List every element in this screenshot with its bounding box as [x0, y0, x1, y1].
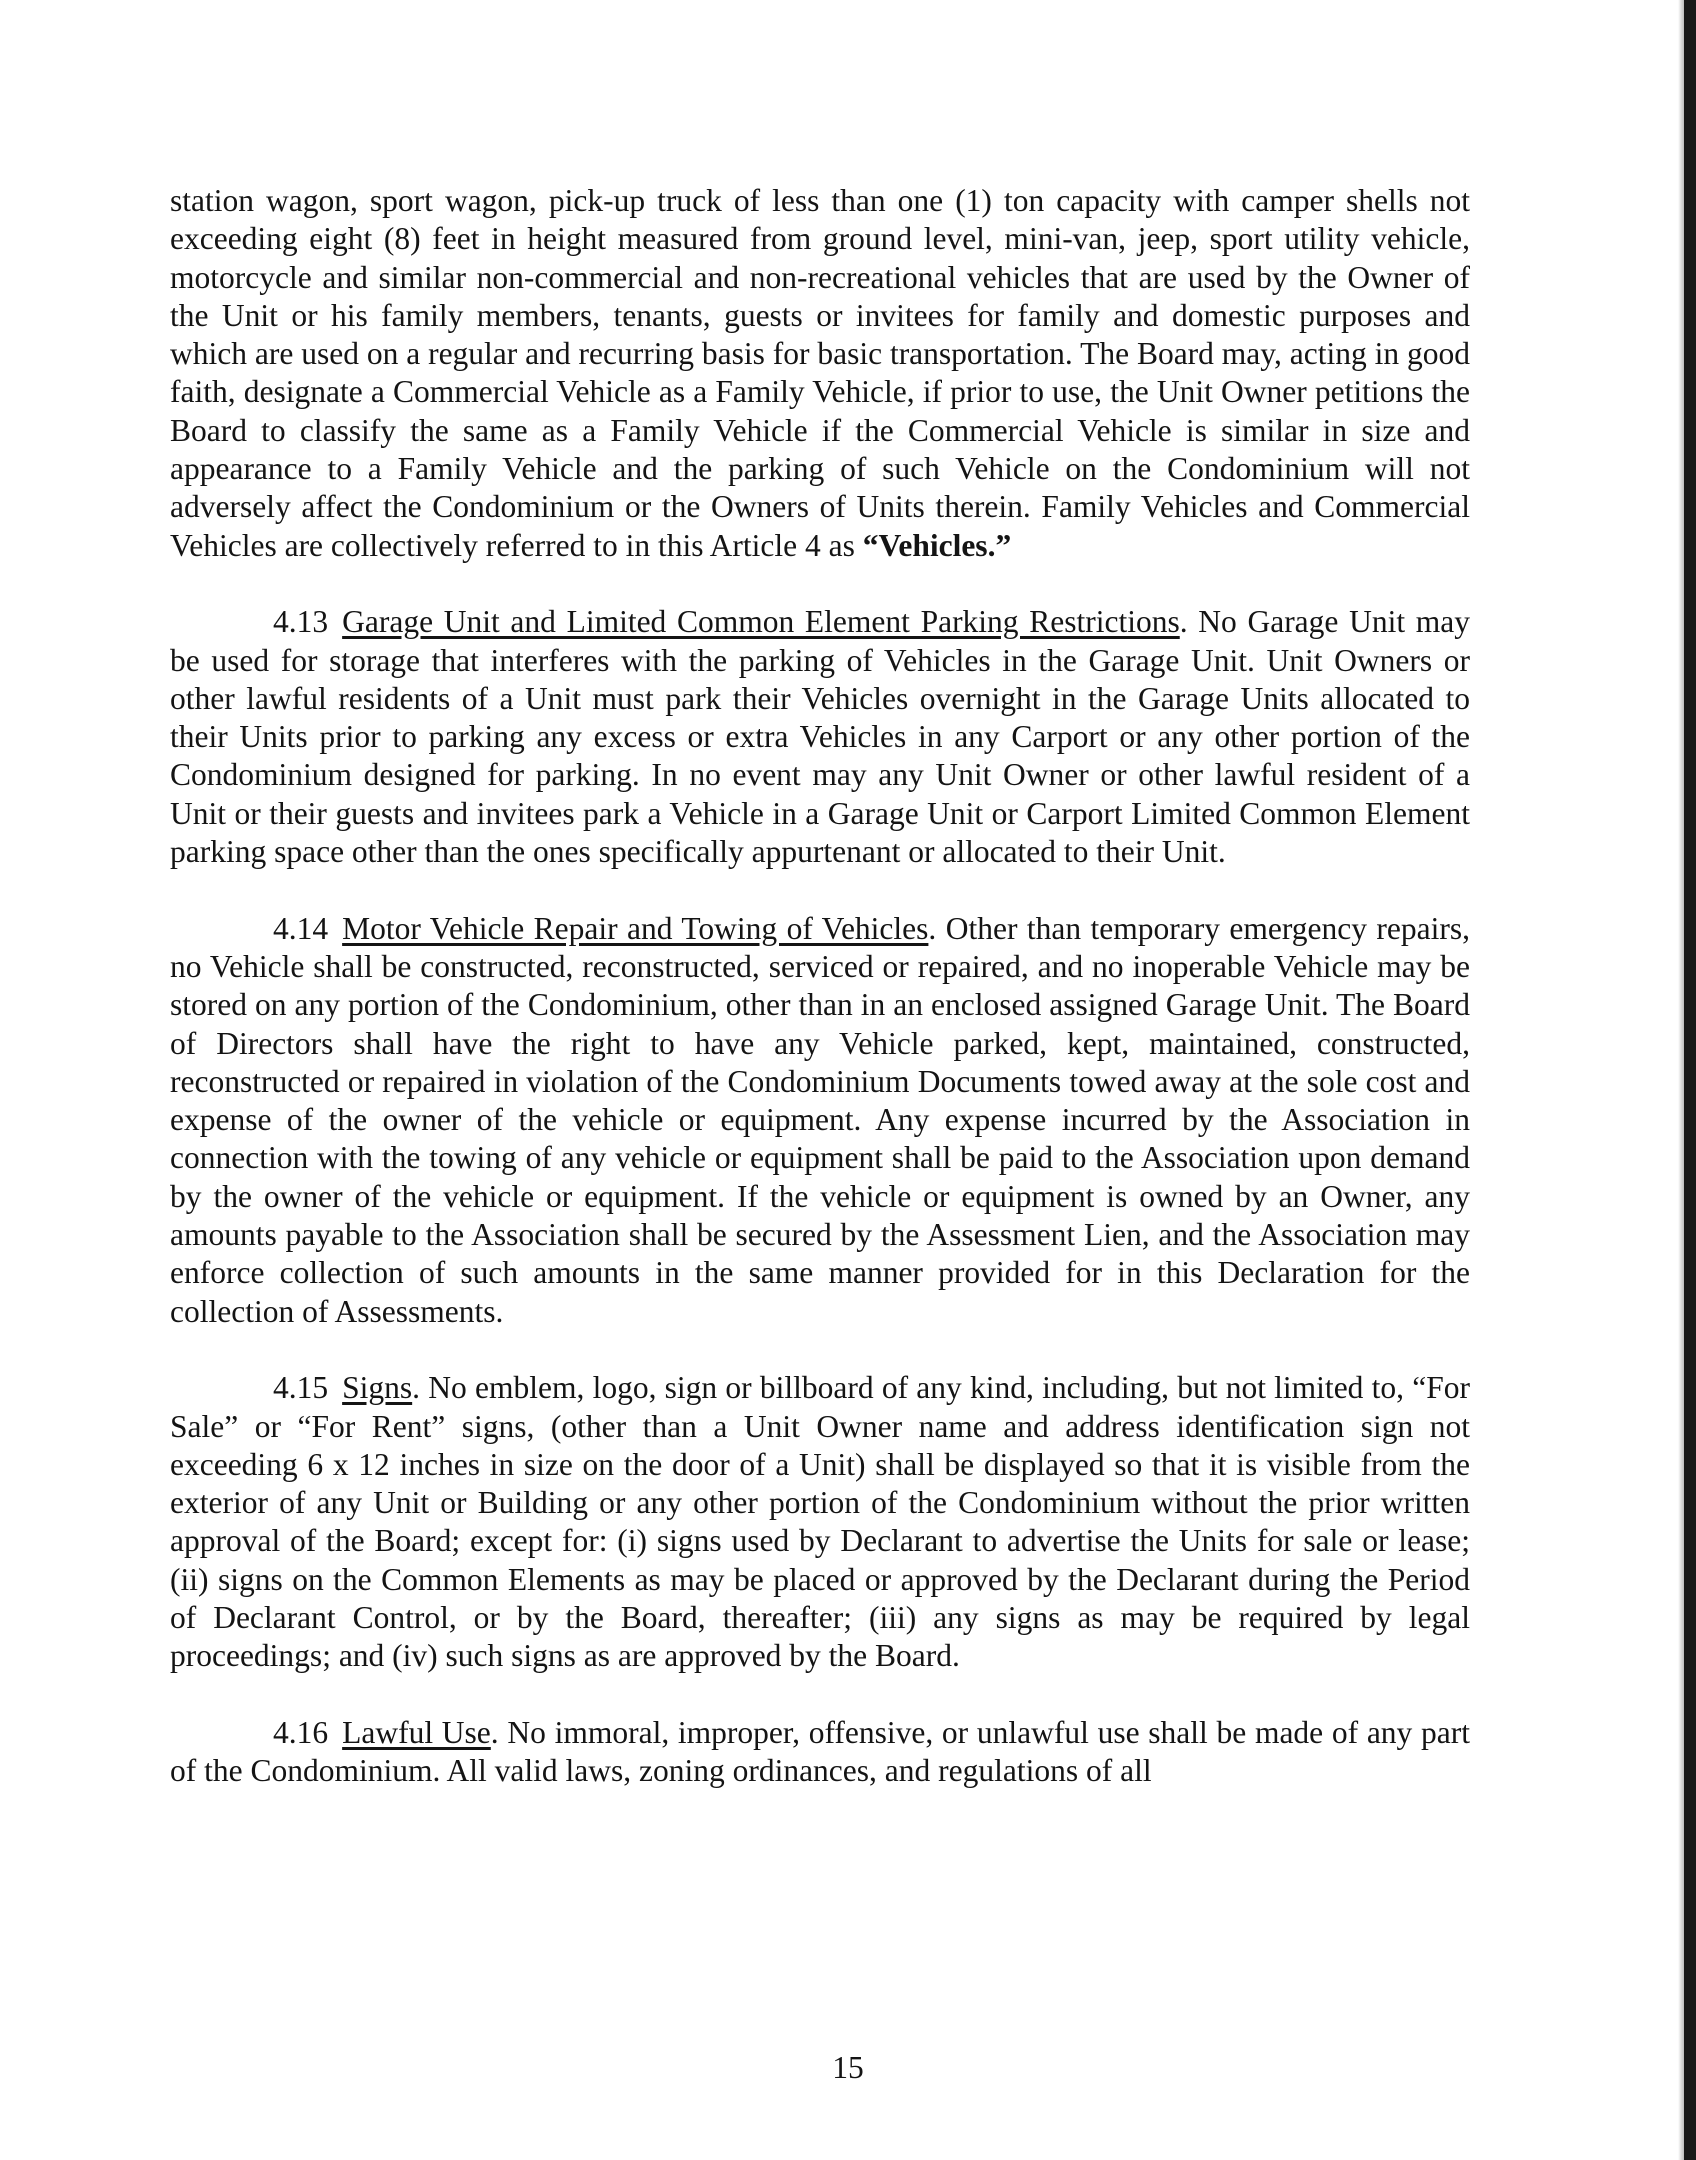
section-4-13	[170, 603, 1470, 871]
section-number: 4.14	[273, 910, 329, 946]
section-4-16	[170, 1714, 1470, 1791]
defined-term-vehicles: “Vehicles.”	[862, 527, 1012, 563]
section-heading: Lawful Use	[342, 1714, 491, 1750]
scan-edge	[1684, 0, 1696, 2160]
section-body: . Other than temporary emergency repairs, no Vehicle shall be constructed, reconstructed, serviced or repaired, and no inoperable Vehicle may be stored on any portion of the Condominium, other than in an enclosed assigned Garage Unit. The Board of Directors shall have the right to have any Vehicle parked, kept, maintained, constructed, reconstructed or repaired in violation of the Condominium Documents towed away at the sole cost and expense of the owner of the vehicle or equipment. Any expense incurred by the Association in connection with the towing of any vehicle or equipment shall be paid to the Association upon demand by the owner of the vehicle or equipment. If the vehicle or equipment is owned by an Owner, any amounts payable to the Association shall be secured by the Assessment Lien, and the Association may enforce collection of such amounts in the same manner provided for in this Declaration for the collection of Assessments.	[170, 910, 1471, 1329]
section-number: 4.16	[273, 1714, 329, 1750]
section-heading: Garage Unit and Limited Common Element Parking Restrictions	[342, 604, 1180, 640]
section-number: 4.15	[273, 1370, 329, 1406]
continuation-text: station wagon, sport wagon, pick-up truck of less than one (1) ton capacity with camper shells not exceeding eight (8) feet in height measured from ground level, mini-van, jeep, sport utility vehicle, motorcycle and similar non-commercial and non-recreational vehicles that are used by the Owner of the Unit or his family members, tenants, guests or invitees for family and domestic purposes and which are used on a regular and recurring basis for basic transportation. The Board may, acting in good faith, designate a Commercial Vehicle as a Family Vehicle, if prior to use, the Unit Owner petitions the Board to classify the same as a Family Vehicle if the Commercial Vehicle is similar in size and appearance to a Family Vehicle and the parking of such Vehicle on the Condominium will not adversely affect the Condominium or the Owners of Units therein. Family Vehicles and Commercial Vehicles are collectively referred to in this Article 4 as	[170, 183, 1470, 563]
section-body: . No immoral, improper, offensive, or unlawful use shall be made of any part of the Condominium. All valid laws, zoning ordinances, and regulations of all	[170, 1714, 1470, 1789]
section-number: 4.13	[273, 604, 329, 640]
document-body	[170, 182, 1470, 1829]
section-heading: Signs	[342, 1370, 413, 1406]
section-body: . No Garage Unit may be used for storage that interferes with the parking of Vehicles in the Garage Unit. Unit Owners or other lawful residents of a Unit must park their Vehicles overnight in the Garage Units allocated to their Units prior to parking any excess or extra Vehicles in any Carport or any other portion of the Condominium designed for parking. In no event may any Unit Owner or other lawful resident of a Unit or their guests and invitees park a Vehicle in a Garage Unit or Carport Limited Common Element parking space other than the ones specifically appurtenant or allocated to their Unit.	[170, 604, 1470, 870]
section-4-15	[170, 1369, 1470, 1675]
section-4-14	[170, 910, 1470, 1331]
continuation-paragraph	[170, 182, 1470, 565]
section-body: . No emblem, logo, sign or billboard of any kind, including, but not limited to, “For Sale” or “For Rent” signs, (other than a Unit Owner name and address identification sign not exceeding 6 x 12 inches in size on the door of a Unit) shall be displayed so that it is visible from the exterior of any Unit or Building or any other portion of the Condominium without the prior written approval of the Board; except for: (i) signs used by Declarant to advertise the Units for sale or lease; (ii) signs on the Common Elements as may be placed or approved by the Declarant during the Period of Declarant Control, or by the Board, thereafter; (iii) any signs as may be required by legal proceedings; and (iv) such signs as are approved by the Board.	[170, 1370, 1470, 1674]
section-heading: Motor Vehicle Repair and Towing of Vehicles	[342, 910, 929, 946]
page-number: 15	[832, 2050, 864, 2085]
